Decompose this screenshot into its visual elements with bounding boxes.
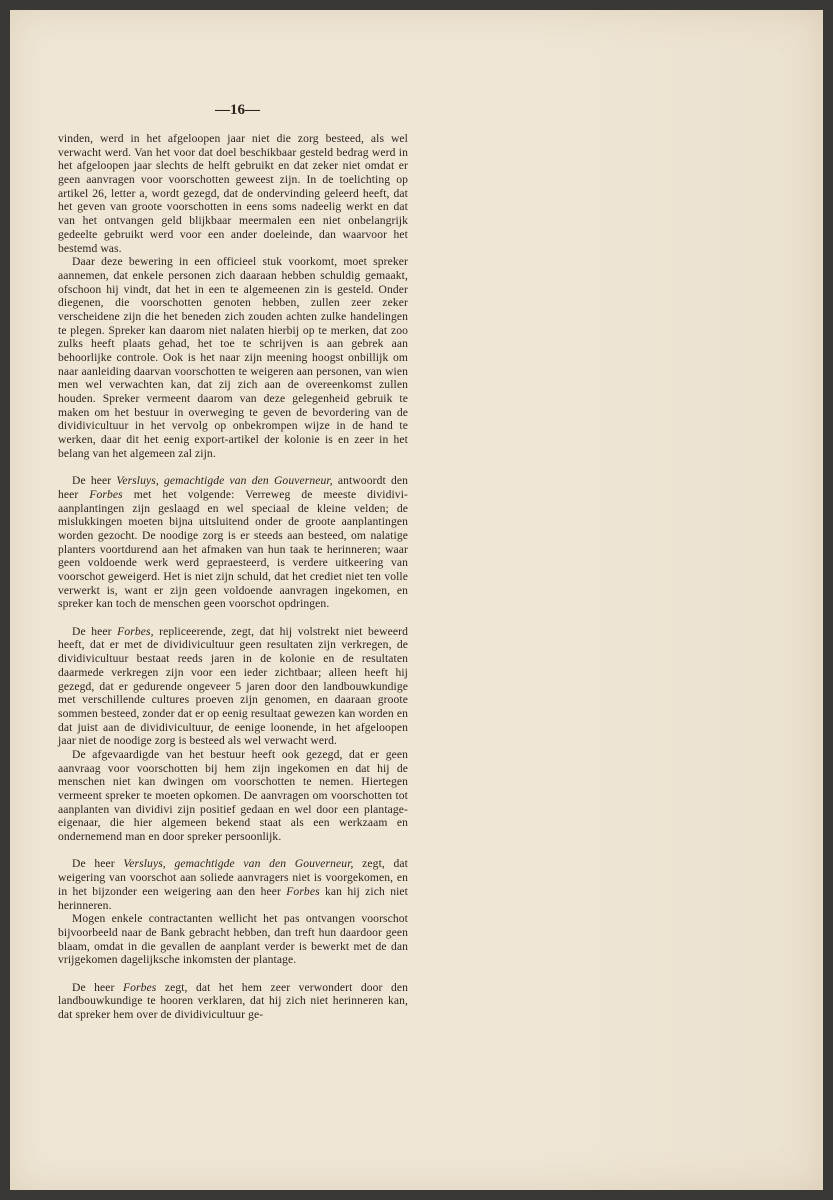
body-text: zegt, dat het hem zeer verwondert door den landbouwkundige te hooren verklaren, dat hij zich niet herinneren kan, dat spreker hem over de dividivicultuur ge- bbox=[58, 980, 408, 1021]
body-text: zegt, dat weigering van voorschot aan soliede aanvragers niet is voorgekomen, en in het bijzonder een weigering aan den heer bbox=[58, 857, 408, 898]
body-text: met het volgende: Verreweg de meeste dividivi-aanplantingen zijn geslaagd en wel speciaal de kleine velden; de mislukkingen moeten bijna uitsluitend onder de groote aanplantingen worden gezocht. De noodige zorg is er steeds aan besteed, om nalatige planters voortdurend aan het afmaken van hun taak te herinneren; waar geen voldoende werk werd gepraesteerd, is verdere uitkeering van voorschot geweigerd. Het is niet zijn schuld, dat het crediet niet ten volle verwerkt is, want er zijn geen voldoende aanvragen ingekomen, en spreker kan toch de menschen geen voorschot opdringen. bbox=[58, 487, 408, 611]
body-text: De heer bbox=[72, 980, 123, 994]
paragraph bbox=[58, 474, 408, 611]
italic-name-text: Versluys, gemachtigde van den Gouverneur, bbox=[116, 474, 333, 488]
body-text: kan hij zich niet herinneren. bbox=[58, 884, 408, 912]
document-page bbox=[10, 10, 823, 1190]
body-text: repliceerende, zegt, dat hij volstrekt niet beweerd heeft, dat er met de dividivicultuur geen resultaten zijn verkregen, de dividivicultuur bestaat reeds jaren in de kolonie en de resultaten daarmede verkregen zijn voor een ieder zichtbaar; alleen heeft hij gezegd, dat er gedurende ongeveer 5 jaren door den landbouwkundige met verschillende cultures proeven zijn genomen, en daaraan groote sommen besteed, zonder dat er op eenig resultaat gewezen kan worden en dat juist aan de dividivicultuur, de eenige loonende, in het afgeloopen jaar niet de noodige zorg is besteed als wel verwacht werd. bbox=[58, 624, 408, 748]
paragraph bbox=[58, 132, 408, 255]
paragraph bbox=[58, 912, 408, 967]
italic-name-text: Forbes bbox=[122, 980, 157, 994]
body-text: Daar deze bewering in een officieel stuk voorkomt, moet spreker aannemen, dat enkele personen zich daaraan hebben schuldig gemaakt, ofschoon hij vindt, dat het in een te algemeenen zin is gesteld. Onder diegenen, die voorschotten genoten hebben, zullen zeer zeker verscheidene zijn die het beneden zich zouden achten zulke handelingen te plegen. Spreker kan daarom niet nalaten hierbij op te merken, dat zoo zulks heeft plaats gehad, het toe te schrijven is aan gebrek aan behoorlijke controle. Ook is het naar zijn meening hoogst onbillijk om naar aanleiding daarvan voorschotten te weigeren aan personen, van wien men wel verwachten kan, dat zij zich aan de overeenkomst zullen houden. Spreker vermeent daarom van deze gelegenheid gebruik te maken om het bestuur in overweging te geven de bevordering van de dividivicultuur in het vervolg op onbekrompen wijze in de hand te werken, daar dit het eenig export-artikel der kolonie is en zeer in het belang van het algemeen zal zijn. bbox=[58, 255, 408, 460]
body-text: vinden, werd in het afgeloopen jaar niet die zorg besteed, als wel verwacht werd. Van het voor dat doel beschikbaar gesteld bedrag werd in het afgeloopen jaar slechts de helft gebruikt en dat zeker niet omdat er geen aanvragen voor voorschotten geweest zijn. In de toelichting op artikel 26, letter a, wordt gezegd, dat de ondervinding geleerd heeft, dat het geven van groote voorschotten in eens soms nadeelig werkt en dat van het ontvangen geld blijkbaar meermalen een niet onbelangrijk gedeelte gebruikt werd voor een ander doeleinde, dan waarvoor het bestemd was. bbox=[58, 132, 408, 255]
paragraph bbox=[58, 857, 408, 912]
body-text: De heer bbox=[72, 474, 117, 488]
body-text: De afgevaardigde van het bestuur heeft ook gezegd, dat er geen aanvraag voor voorschotten bij hem zijn ingekomen en dat hij de menschen niet kan dwingen om voorschotten te nemen. Hiertegen vermeent spreker te moeten opkomen. De aanvragen om voorschotten tot aanplanten van dividivi zijn positief gedaan en wel door een plantage-eigenaar, die hier algemeen bekend staat als een werkzaam en ondernemend man en door spreker persoonlijk. bbox=[58, 747, 408, 844]
paragraph bbox=[58, 625, 408, 748]
paragraph bbox=[58, 255, 408, 460]
body-text: antwoordt den heer bbox=[58, 474, 408, 501]
italic-name-text: Forbes, bbox=[117, 624, 154, 638]
body-text: De heer bbox=[72, 857, 124, 871]
body-text: De heer bbox=[72, 624, 118, 638]
italic-name-text: Versluys, gemachtigde van den Gouverneur, bbox=[123, 857, 354, 871]
page-number: —16— bbox=[215, 102, 260, 118]
italic-name-text: Forbes bbox=[89, 487, 123, 501]
paragraph bbox=[58, 748, 408, 844]
text-column bbox=[58, 132, 408, 1022]
italic-name-text: Forbes bbox=[286, 884, 320, 898]
paragraph bbox=[58, 981, 408, 1022]
body-text: Mogen enkele contractanten wellicht het pas ontvangen voorschot bijvoorbeeld naar de Bank gebracht hebben, dan treft hun daardoor geen blaam, omdat in die gevallen de aanplant verder is bewerkt met de dan vrijgekomen dagelijksche inkomsten der plantage. bbox=[58, 912, 408, 967]
